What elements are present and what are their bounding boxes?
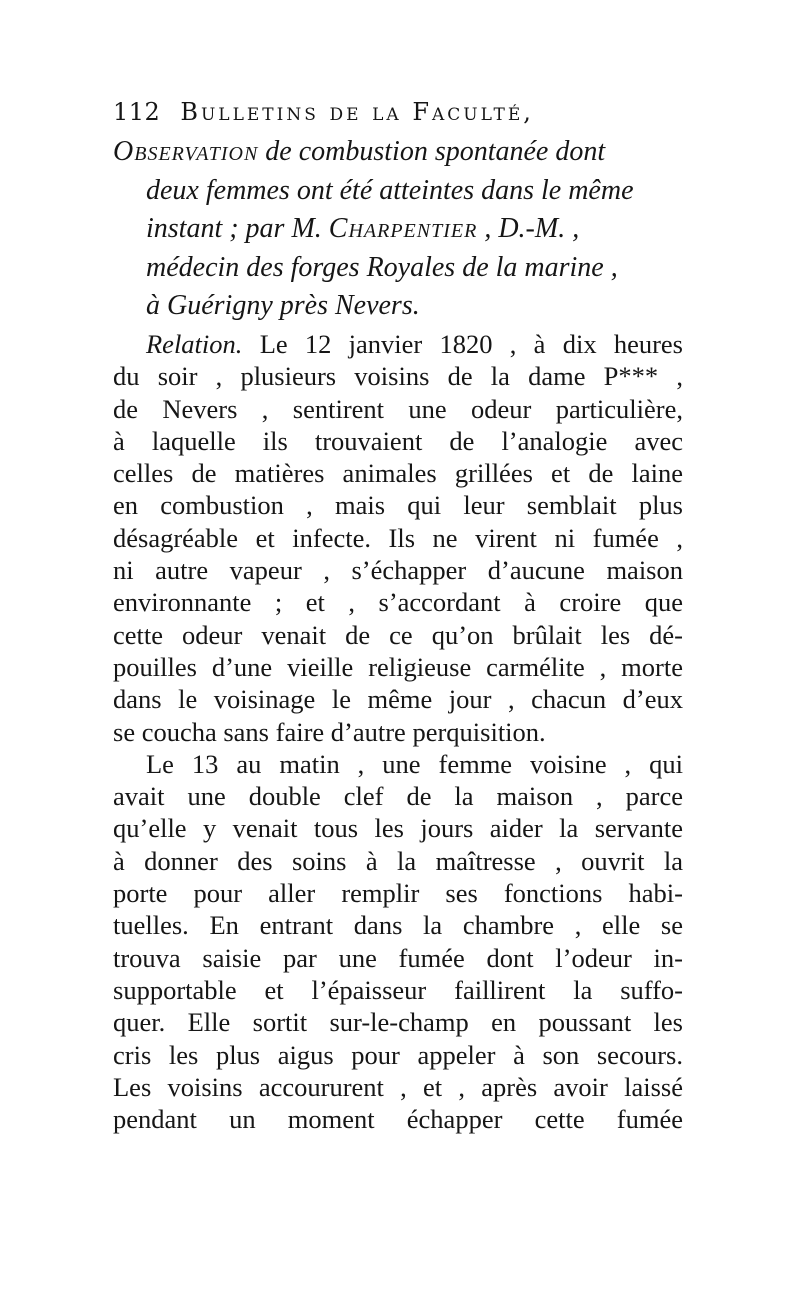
page-number: 112 [113,98,161,126]
text-line: quer. Elle sortit sur-le-champ en poussant les [113,1007,683,1038]
text-line: Les voisins accoururent , et , après avoir laissé [113,1071,683,1102]
title-lead: Observation [113,136,259,167]
text-line: avait une double clef de la maison , parce [113,781,683,812]
text-line: Le 13 au matin , une femme voisine , qui [146,748,683,779]
title-line: à Guérigny près Nevers. [146,290,420,321]
title-line: instant ; par M. Charpentier , D.-M. , [146,213,580,244]
body-text [113,328,683,1135]
text-line: porte pour aller remplir ses fonctions habi- [113,878,683,909]
title-line: deux femmes ont été atteintes dans le même [146,174,634,206]
text-line: pendant un moment échapper cette fumée [113,1104,683,1135]
text-line: supportable et l’épaisseur faillirent la suffo- [113,974,683,1005]
observation-title [113,133,683,326]
text-line: pouilles d’une vieille religieuse carmélite , morte [113,651,683,682]
relation-lead: Relation. [146,329,243,359]
paragraph-morning [113,748,683,1136]
text-line: à donner des soins à la maîtresse , ouvrit la [113,845,683,876]
text-line: se coucha sans faire d’autre perquisition. [113,716,546,747]
running-head [113,97,693,127]
text-line: tuelles. En entrant dans la chambre , elle se [113,910,683,941]
text-line: qu’elle y venait tous les jours aider la servante [113,813,683,844]
text-line: ni autre vapeur , s’échapper d’aucune maison [113,555,683,586]
author-name: Charpentier [328,213,478,244]
text-line: dans le voisinage le même jour , chacun d’eux [113,684,683,715]
text-line: à laquelle ils trouvaient de l’analogie avec [113,425,683,456]
text-line: de Nevers , sentirent une odeur particulière, [113,393,683,424]
text-line: cette odeur venait de ce qu’on brûlait les dé- [113,619,683,650]
text-line: du soir , plusieurs voisins de la dame P*** , [113,361,683,392]
text-line: trouva saisie par une fumée dont l’odeur in- [113,942,683,973]
text-line: Relation. Le 12 janvier 1820 , à dix heures [146,329,683,359]
text-line: celles de matières animales grillées et de laine [113,458,683,489]
author-suffix: , D.-M. , [477,213,580,244]
title-line: médecin des forges Royales de la marine , [146,251,618,283]
text-line: environnante ; et , s’accordant à croire que [113,587,683,618]
paragraph-relation [113,328,683,748]
text-line: cris les plus aigus pour appeler à son secours. [113,1039,683,1070]
title-line: Observation de combustion spontanée dont [113,136,606,167]
text-line: désagréable et infecte. Ils ne virent ni fumée , [113,522,683,553]
text-line: en combustion , mais qui leur semblait plus [113,490,683,521]
running-head-title: Bulletins de la Faculté, [180,98,534,126]
